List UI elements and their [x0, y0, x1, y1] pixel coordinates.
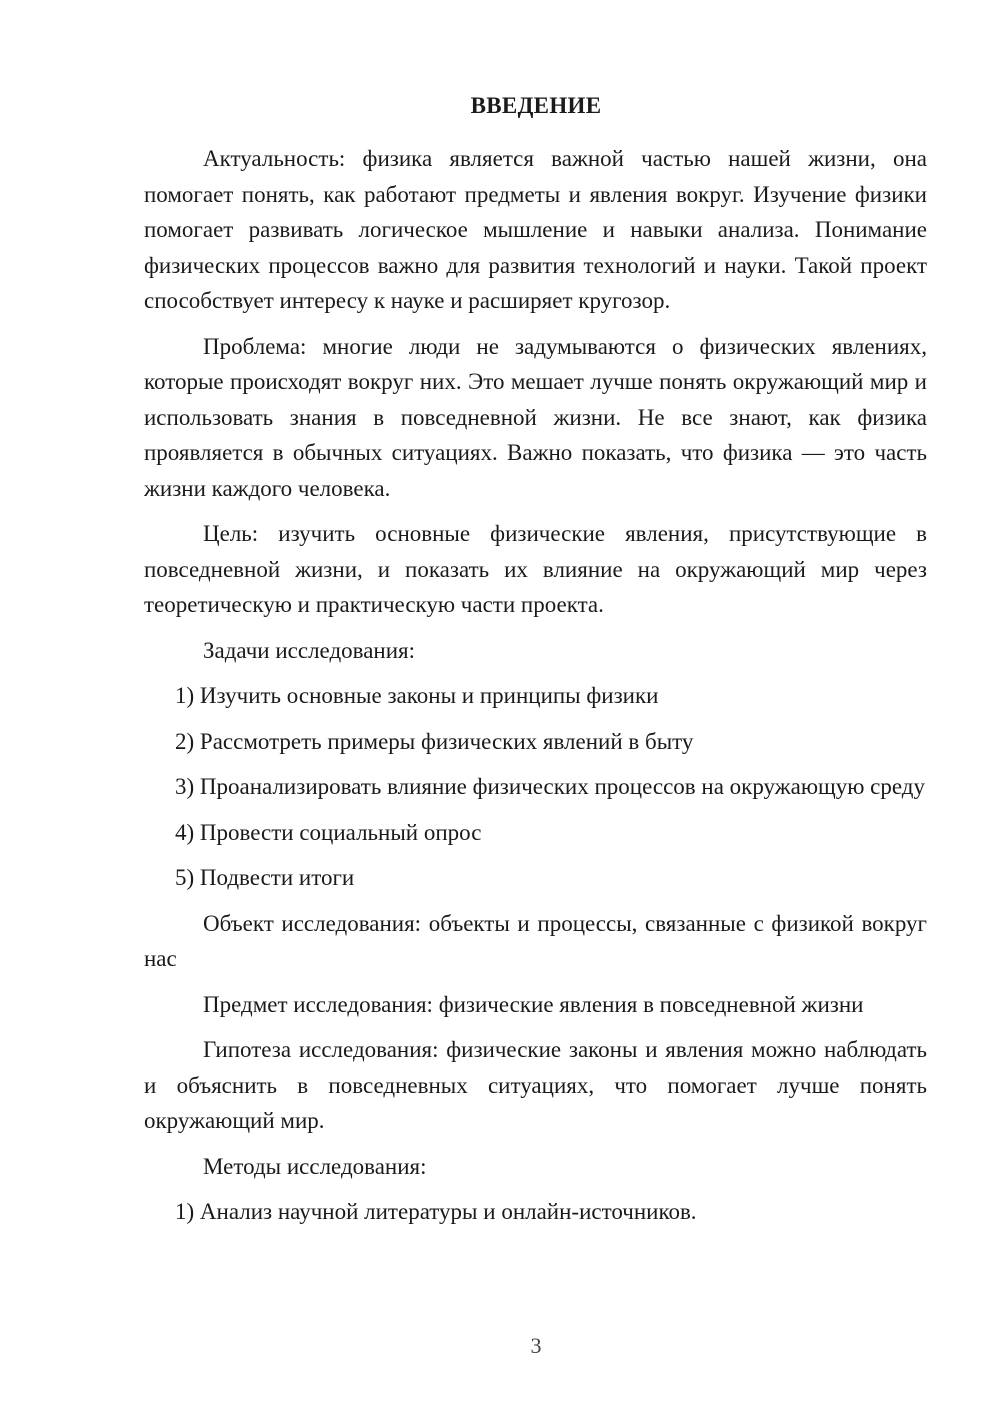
hypothesis-paragraph: Гипотеза исследования: физические законы и явления можно наблюдать и объяснить в повседневных ситуациях, что помогает лучше понять окружающий мир. — [144, 1037, 927, 1133]
method-item: 1) Анализ научной литературы и онлайн-источников. — [175, 1199, 697, 1224]
relevance-paragraph: Актуальность: физика является важной частью нашей жизни, она помогает понять, как работают предметы и явления вокруг. Изучение физики помогает развивать логическое мышление и навыки анализа. Понимание физических процессов важно для развития технологий и науки. Такой проект способствует интересу к науке и расширяет кругозор. — [144, 146, 927, 313]
problem-paragraph: Проблема: многие люди не задумываются о физических явлениях, которые происходят вокруг них. Это мешает лучше понять окружающий мир и использовать знания в повседневной жизни. Не все знают, как физика проявляется в обычных ситуациях. Важно показать, что физика — это часть жизни каждого человека. — [144, 333, 927, 501]
task-item: 5) Подвести итоги — [175, 865, 355, 890]
page-number: 3 — [530, 1333, 542, 1358]
task-item: 3) Проанализировать влияние физических процессов на окружающую среду — [175, 774, 925, 799]
task-item: 2) Рассмотреть примеры физических явлений в быту — [175, 728, 694, 754]
page-title: ВВЕДЕНИЕ — [470, 93, 602, 118]
methods-heading: Методы исследования: — [203, 1153, 427, 1179]
tasks-heading: Задачи исследования: — [203, 637, 416, 663]
subject-paragraph: Предмет исследования: физические явления в повседневной жизни — [203, 991, 864, 1017]
object-paragraph: Объект исследования: объекты и процессы, связанные с физикой вокруг нас — [144, 910, 927, 971]
task-item: 4) Провести социальный опрос — [175, 819, 482, 845]
task-item: 1) Изучить основные законы и принципы физики — [175, 683, 659, 708]
body-text — [144, 141, 927, 1240]
goal-paragraph: Цель: изучить основные физические явления, присутствующие в повседневной жизни, и показать их влияние на окружающий мир через теоретическую и практическую части проекта. — [144, 521, 927, 617]
